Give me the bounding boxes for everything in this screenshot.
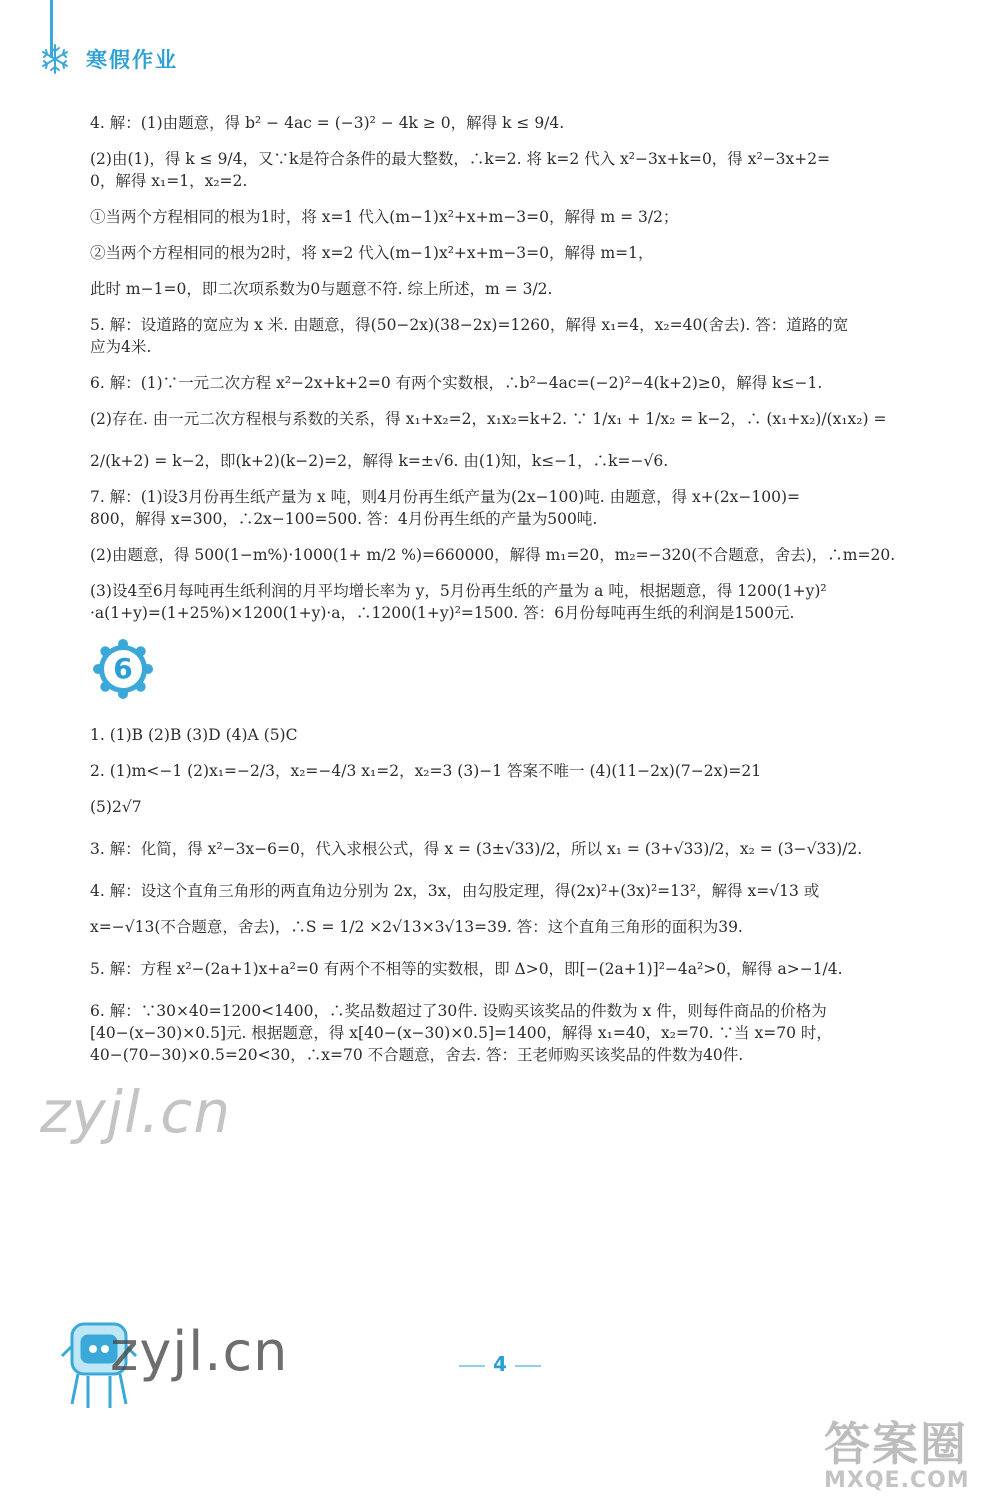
stamp-url: MXQE.COM xyxy=(824,1468,970,1493)
page-number xyxy=(0,1352,1000,1376)
answer-line: 5. 解：设道路的宽应为 x 米. 由题意，得(50−2x)(38−2x)=1260，解得 x₁=4，x₂=40(舍去). 答：道路的宽 xyxy=(90,316,849,334)
answer-line: 40−(70−30)×0.5=20<30，∴x=70 不合题意，舍去. 答：王老师购买该奖品的件数为40件. xyxy=(90,1046,744,1064)
watermark-bottom: zyjl.cn xyxy=(110,1320,289,1383)
answer-content xyxy=(90,112,910,1066)
page-header xyxy=(38,42,178,76)
answer-line: 1. (1)B (2)B (3)D (4)A (5)C xyxy=(90,726,298,744)
answer-line: 0，解得 x₁=1，x₂=2. xyxy=(90,172,248,190)
answer-line: ②当两个方程相同的根为2时，将 x=2 代入(m−1)x²+x+m−3=0，解得 m=1， xyxy=(90,244,654,262)
answer-line: ①当两个方程相同的根为1时，将 x=1 代入(m−1)x²+x+m−3=0，解得 m = 3/2； xyxy=(90,208,679,226)
answer-line: (3)设4至6月每吨再生纸利润的月平均增长率为 y，5月份再生纸的产量为 a 吨，根据题意，得 1200(1+y)² xyxy=(90,582,827,600)
answer-line: (2)存在. 由一元二次方程根与系数的关系，得 x₁+x₂=2，x₁x₂=k+2. ∵ 1/x₁ + 1/x₂ = k−2，∴ (x₁+x₂)/(x₁x₂) = xyxy=(90,410,887,428)
answer-line: (2)由(1)，得 k ≤ 9/4，又∵k是符合条件的最大整数，∴k=2. 将 k=2 代入 x²−3x+k=0，得 x²−3x+2= xyxy=(90,150,831,168)
site-stamp xyxy=(818,1406,994,1498)
section-number: 6 xyxy=(113,652,133,685)
answer-line: 此时 m−1=0，即二次项系数为0与题意不符. 综上所述，m = 3/2. xyxy=(90,280,553,298)
answer-line: 7. 解：(1)设3月份再生纸产量为 x 吨，则4月份再生纸产量为(2x−100)吨. 由题意，得 x+(2x−100)= xyxy=(90,488,801,506)
page-title: 寒假作业 xyxy=(86,48,178,72)
stamp-text: 答案圈 xyxy=(824,1417,968,1471)
answer-line: 4. 解：(1)由题意，得 b² − 4ac = (−3)² − 4k ≥ 0，解得 k ≤ 9/4. xyxy=(90,114,565,132)
answer-line: 应为4米. xyxy=(90,338,152,356)
answer-line: x=−√13(不合题意，舍去)，∴S = 1/2 ×2√13×3√13=39. 答：这个直角三角形的面积为39. xyxy=(90,918,743,936)
answer-line: ·a(1+y)=(1+25%)×1200(1+y)·a，∴1200(1+y)²=1500. 答：6月份每吨再生纸的利润是1500元. xyxy=(90,604,795,622)
snowflake-icon xyxy=(38,42,72,76)
answer-line: 4. 解：设这个直角三角形的两直角边分别为 2x，3x，由勾股定理，得(2x)²+(3x)²=13²，解得 x=√13 或 xyxy=(90,882,820,900)
section-badge xyxy=(92,638,154,700)
answer-line: (2)由题意，得 500(1−m%)·1000(1+ m/2 %)=660000，解得 m₁=20，m₂=−320(不合题意，舍去)，∴m=20. xyxy=(90,546,896,564)
answer-line: 3. 解：化简，得 x²−3x−6=0，代入求根公式，得 x = (3±√33)/2，所以 x₁ = (3+√33)/2，x₂ = (3−√33)/2. xyxy=(90,840,863,858)
answer-line: [40−(x−30)×0.5]元. 根据题意，得 x[40−(x−30)×0.5]=1400，解得 x₁=40，x₂=70. ∵当 x=70 时， xyxy=(90,1024,832,1042)
answer-line: (5)2√7 xyxy=(90,798,142,816)
answer-line: 6. 解：∵30×40=1200<1400，∴奖品数超过了30件. 设购买该奖品的件数为 x 件，则每件商品的价格为 xyxy=(90,1002,827,1020)
page-number-value: 4 xyxy=(493,1352,507,1376)
answer-line: 5. 解：方程 x²−(2a+1)x+a²=0 有两个不相等的实数根，即 Δ>0，即[−(2a+1)]²−4a²>0，解得 a>−1/4. xyxy=(90,960,843,978)
answer-line: 6. 解：(1)∵一元二次方程 x²−2x+k+2=0 有两个实数根，∴b²−4ac=(−2)²−4(k+2)≥0，解得 k≤−1. xyxy=(90,374,823,392)
watermark: zyjl.cn xyxy=(40,1078,232,1146)
answer-line: 2/(k+2) = k−2，即(k+2)(k−2)=2，解得 k=±√6. 由(1)知，k≤−1，∴k=−√6. xyxy=(90,452,669,470)
answer-line: 2. (1)m<−1 (2)x₁=−2/3，x₂=−4/3 x₁=2，x₂=3 (3)−1 答案不唯一 (4)(11−2x)(7−2x)=21 xyxy=(90,762,762,780)
answer-line: 800，解得 x=300，∴2x−100=500. 答：4月份再生纸的产量为500吨. xyxy=(90,510,598,528)
